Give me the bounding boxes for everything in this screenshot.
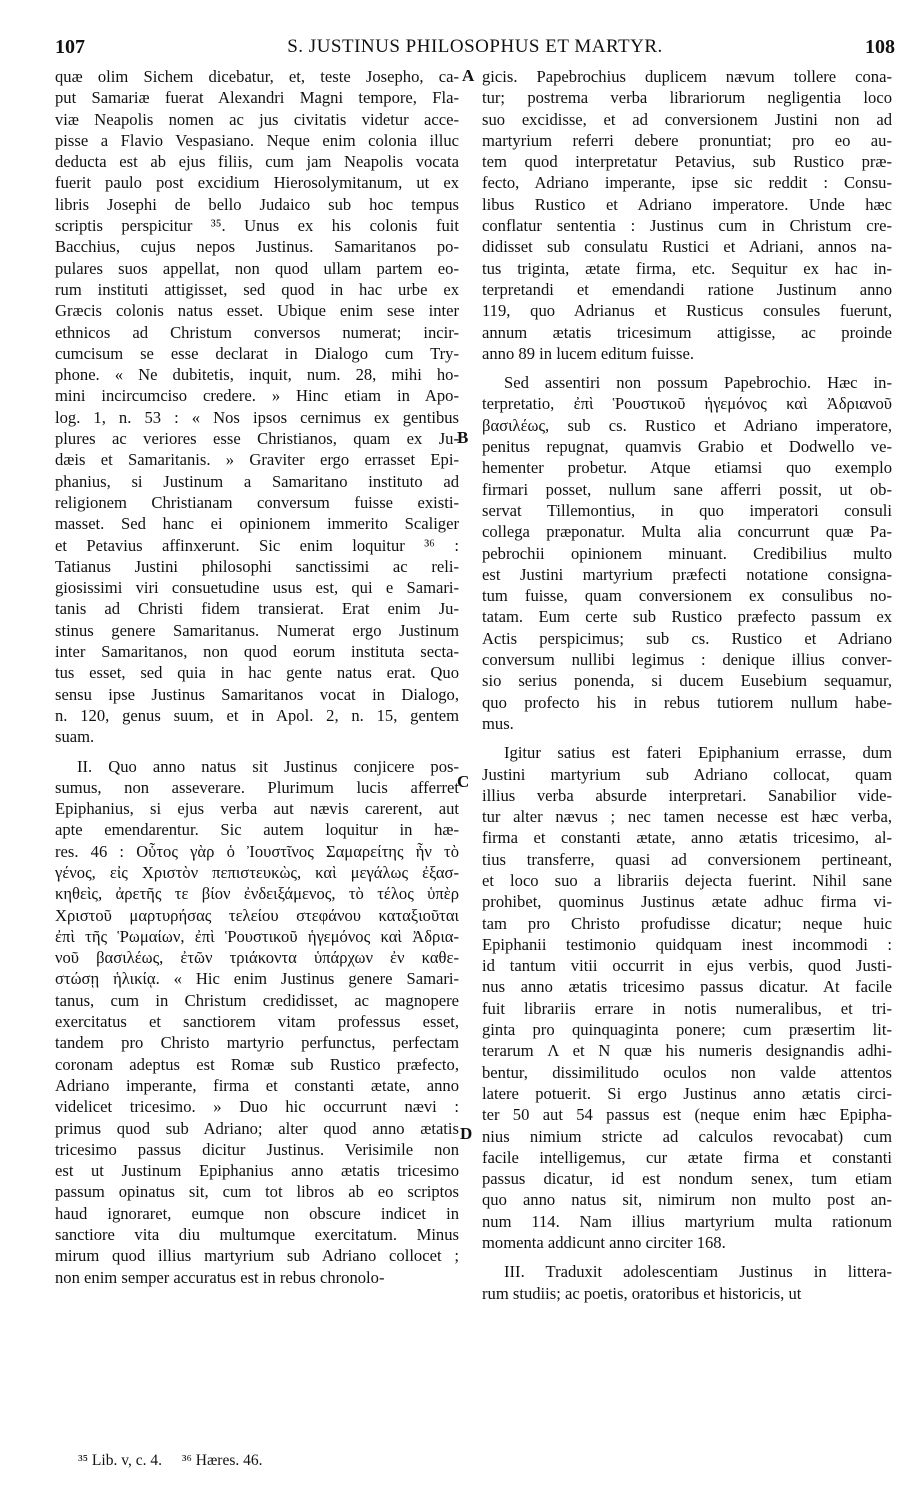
text-line: num 114. Nam illius martyrium multa rationum	[482, 1211, 892, 1231]
text-line: videlicet tricesimo. » Duo hic occurrunt nævi :	[55, 1097, 459, 1117]
text-line: Bacchius, cujus nepos Justinus. Samaritanos po-	[55, 237, 459, 257]
text-line: scriptis perspicitur ³⁵. Unus ex his colonis fuit	[55, 216, 459, 236]
text-line: libus Rustico et Adriano imperatore. Unde hæc	[482, 194, 892, 214]
text-line: didisset sub consulatu Rustici et Adriani, annos na-	[482, 237, 892, 257]
margin-marker-b: B	[457, 428, 469, 447]
right-column	[482, 66, 892, 1304]
text-line: passus dicatur, id est nondum senex, tum etiam	[482, 1169, 892, 1189]
text-line: stinus genere Samaritanus. Numerat ergo Justinum	[55, 620, 459, 640]
text-line: quo profecto his in rebus tutiorem nullum habe-	[482, 692, 892, 712]
text-line: Igitur satius est fateri Epiphanium errasse, dum	[504, 743, 892, 763]
text-line: Χριστοῦ μαρτυρήσας τελείου στεφάνου καταξιοῦται	[55, 905, 459, 925]
text-line: Sed assentiri non possum Papebrochio. Hæc in-	[504, 373, 892, 393]
text-line: et loco suo a librariis dejecta fuerint. Nihil sane	[482, 870, 892, 890]
text-line: ἐπὶ τῆς Ῥωμαίων, ἐπὶ Ῥουστικοῦ ἡγεμόνος καὶ Ἀδρια-	[55, 926, 459, 946]
text-line: terpretandi et emendandi ratione Justinum anno	[482, 279, 892, 299]
text-line: est ut Justinum Epiphanius anno ætatis tricesimo	[55, 1161, 459, 1181]
text-line: conflatur sententia : Justinus cum in Christum cre-	[482, 216, 892, 236]
text-line: suam.	[55, 727, 95, 747]
text-line: et Petavius affinxerunt. Sic enim loquitur ³⁶ :	[55, 535, 459, 555]
text-line: 119, quo Adrianus et Rusticus consules fuerunt,	[482, 301, 892, 321]
text-line: annum ætatis tricesimum attigisse, ac proinde	[482, 322, 892, 342]
text-line: primus quod sub Adriano; alter quod anno ætatis	[55, 1118, 459, 1138]
text-line: firmari posset, nullum sane afferri possit, ut ob-	[482, 479, 892, 499]
text-line: illius verba absurde interpretari. Sanabilior vide-	[482, 785, 892, 805]
text-line: momenta addicunt anno circiter 168.	[482, 1233, 726, 1253]
text-line: fuerit paulo post excidium Hierosolymitanum, ut ex	[55, 173, 459, 193]
text-line: n. 120, genus suum, et in Apol. 2, n. 15, gentem	[55, 705, 459, 725]
text-line: mirum quod illius martyrium sub Adriano collocet ;	[55, 1246, 459, 1266]
text-line: non enim semper accuratus est in rebus chronolo-	[55, 1267, 385, 1287]
text-line: penitus repugnat, quamvis Grabio et Dodwello ve-	[482, 437, 892, 457]
text-line: κηθεὶς, ἀρετῆς τε βίον ἐνδειξάμενος, τὸ τέλος ὑπὲρ	[55, 884, 459, 904]
text-line: Epiphanius, si ejus verba aut nævis carerent, aut	[55, 799, 459, 819]
text-line: mini incircumciso credere. » Hinc etiam in Apo-	[55, 386, 459, 406]
text-line: tus triginta, ætate firma, etc. Sequitur ex hac in-	[482, 258, 892, 278]
text-line: id tantum vitii occurrit in ejus verbis, quod Justi-	[482, 956, 892, 976]
text-line: hementer probetur. Atque etiamsi quo exemplo	[482, 458, 892, 478]
text-line: Justini martyrium sub Adriano collocat, quam	[482, 764, 892, 784]
text-line: II. Quo anno natus sit Justinus conjicere pos-	[77, 756, 459, 776]
text-line: tius transferre, quasi ad conversionem pertineant,	[482, 849, 892, 869]
text-line: terarum Λ et Ν quæ his numeris designandis adhi-	[482, 1041, 892, 1061]
text-line: νοῦ βασιλέως, ἐτῶν τριάκοντα ὑπάρχων ἐν καθε-	[55, 948, 459, 968]
margin-marker-c: C	[457, 772, 470, 791]
text-line: rum studiis; ac poetis, oratoribus et historicis, ut	[482, 1283, 802, 1303]
text-line: Tatianus Justini philosophi sanctissimi ac reli-	[55, 556, 459, 576]
footnotes	[78, 1452, 278, 1470]
text-line: log. 1, n. 53 : « Nos ipsos cernimus ex gentibus	[55, 407, 459, 427]
text-line: passum opinatus sit, cum tot libros ab eo scriptos	[55, 1182, 459, 1202]
text-line: res. 46 : Οὗτος γὰρ ὁ Ἰουστῖνος Σαμαρείτης ἦν τὸ	[55, 841, 459, 861]
page-header	[55, 36, 895, 62]
text-line: γένος, εἰς Χριστὸν πεπιστευκὼς, καὶ μεγάλως ἐξασ-	[55, 862, 459, 882]
text-line: βασιλέως, sub cs. Rustico et Adriano imperatore,	[482, 415, 892, 435]
text-line: Epiphanii testimonio quidquam inest incommodi :	[482, 934, 892, 954]
text-line: martyrium referri debere pronuntiat; pro eo au-	[482, 130, 892, 150]
footnote: ³⁵ Lib. v, c. 4.	[78, 1452, 162, 1469]
text-line: tur; postrema verba librariorum negligentia loco	[482, 88, 892, 108]
text-line: phanius, si Justinum a Samaritano instituto ad	[55, 471, 459, 491]
text-line: tanus, cum in Christum credidisset, ac magnopere	[55, 990, 459, 1010]
text-line: conversum nullibi legimus : denique illius conver-	[482, 650, 892, 670]
text-line: fuit librariis errare in notis numeralibus, et tri-	[482, 998, 892, 1018]
text-line: pisse a Flavio Vespasiano. Neque enim colonia illuc	[55, 130, 459, 150]
text-line: latere potuerit. Si ergo Justinus anno ætatis circi-	[482, 1083, 892, 1103]
text-line: suo excidisse, et ad conversionem Justini non ad	[482, 109, 892, 129]
text-line: cumcisum se esse declarat in Dialogo cum Try-	[55, 343, 459, 363]
text-line: put Samariæ fuerat Alexandri Magni tempore, Fla-	[55, 88, 459, 108]
text-line: tandem pro Christo martyrio perfunctus, perfectam	[55, 1033, 459, 1053]
text-line: fecto, Adriano imperante, ipse sic reddit : Consu-	[482, 173, 892, 193]
text-line: deducta est ab ejus filiis, cum jam Neapolis vocata	[55, 152, 459, 172]
text-line: tatam. Eum certe sub Rustico præfecto passum ex	[482, 607, 892, 627]
text-line: giosissimi viri consuetudine usus est, qui e Samari-	[55, 578, 459, 598]
page-number-left: 107	[55, 36, 85, 58]
text-line: exercitatus et sanctiorem vitam professus esset,	[55, 1012, 459, 1032]
text-line: III. Traduxit adolescentiam Justinus in littera-	[504, 1262, 892, 1282]
text-line: masset. Sed hanc ei opinionem immerito Scaliger	[55, 514, 459, 534]
text-line: est Justini martyrium præfecti notatione consigna-	[482, 564, 892, 584]
text-line: sensu ipse Justinus Samaritanos vocat in Dialogo,	[55, 684, 459, 704]
text-line: viæ Neapolis nomen ac jus civitatis videtur acce-	[55, 109, 459, 129]
text-line: ethnicos ad Christum conversos numerat; incir-	[55, 322, 459, 342]
text-line: nius nimium stricte ad calculos revocabat) cum	[482, 1126, 892, 1146]
margin-marker-a: A	[462, 66, 475, 85]
text-line: anno 89 in lucem editum fuisse.	[482, 343, 694, 363]
text-line: collega præponatur. Multa alia concurrunt quæ Pa-	[482, 522, 892, 542]
text-line: sio serius ponenda, si ducem Eusebium sequamur,	[482, 671, 892, 691]
margin-marker-d: D	[460, 1124, 473, 1143]
running-title: S. JUSTINUS PHILOSOPHUS ET MARTYR.	[287, 36, 663, 57]
text-line: dæis et Samaritanis. » Graviter ergo errasset Epi-	[55, 450, 459, 470]
text-line: libris Josephi de bello Judaico sub hoc tempus	[55, 194, 459, 214]
text-line: plures ac veriores esse Christianos, quam ex Ju-	[55, 429, 459, 449]
text-line: pulares suos appellat, non quod ullam partem eo-	[55, 258, 459, 278]
text-line: gicis. Papebrochius duplicem nævum tollere cona-	[482, 67, 892, 86]
page-number-right: 108	[865, 36, 895, 58]
text-line: ter 50 aut 54 passus est (neque enim hæc Epipha-	[482, 1105, 892, 1125]
text-line: quæ olim Sichem dicebatur, et, teste Josepho, ca-	[55, 67, 459, 86]
text-line: quo anno natus sit, nimirum non multo post an-	[482, 1190, 892, 1210]
text-line: tem quod interpretatur Petavius, sub Rustico præ-	[482, 152, 892, 172]
text-line: sumus, non asseverare. Plurimum lucis afferret	[55, 777, 459, 797]
text-line: sanctiore vita diu multumque exercitatum. Minus	[55, 1225, 459, 1245]
footnote: ³⁶ Hæres. 46.	[181, 1452, 263, 1469]
text-line: ginta pro quinquaginta ponere; cum præsertim lit-	[482, 1020, 892, 1040]
text-line: mus.	[482, 713, 514, 733]
text-line: tur alter nævus ; nec tamen necesse est hæc verba,	[482, 807, 892, 827]
text-line: rum instituti attigisset, sed quod in hac urbe ex	[55, 279, 459, 299]
text-line: Adriano imperante, firma et constanti ætate, anno	[55, 1075, 459, 1095]
text-line: tanis ad Christi fidem transierat. Erat enim Ju-	[55, 599, 459, 619]
text-line: terpretatio, ἐπὶ Ῥουστικοῦ ἡγεμόνος καὶ Ἀδριανοῦ	[482, 394, 892, 414]
text-line: Græcis colonis natus esset. Ubique enim sese inter	[55, 301, 459, 321]
text-line: tam pro Christo profudisse dicatur; neque huic	[482, 913, 892, 933]
text-line: Actis perspicimus; sub cs. Rustico et Adriano	[482, 628, 892, 648]
left-column	[55, 66, 459, 1288]
text-line: prohibet, quominus Justinus ætate adhuc firma vi-	[482, 892, 892, 912]
text-line: tricesimo passus dicitur Justinus. Verisimile non	[55, 1139, 459, 1159]
text-line: tus esset, sed quia in hac gente natus erat. Quo	[55, 663, 459, 683]
text-line: nus anno ætatis tricesimo passus dicatur. At facile	[482, 977, 892, 997]
text-line: στώσῃ ἡλικίᾳ. « Hic enim Justinus genere Samari-	[55, 969, 459, 989]
text-line: inter Samaritanos, non quod eorum instituta secta-	[55, 642, 459, 662]
text-line: servat Tillemontius, in quo imperatori consuli	[482, 500, 892, 520]
text-line: coronam adeptus est Romæ sub Rustico præfecto,	[55, 1054, 459, 1074]
text-line: tum fuisse, quam conversionem ex consulibus no-	[482, 586, 892, 606]
text-line: firma et constanti ætate, anno ætatis tricesimo, al-	[482, 828, 892, 848]
text-line: religionem Christianam conversum fuisse existi-	[55, 492, 459, 512]
text-line: pebrochii opinionem minuant. Credibilius multo	[482, 543, 892, 563]
text-line: phone. « Ne dubitetis, inquit, num. 28, mihi ho-	[55, 365, 459, 385]
text-line: facile intelligemus, cur ætate firma et constanti	[482, 1147, 892, 1167]
text-line: bentur, dissimilitudo oculos non valde attentos	[482, 1062, 892, 1082]
text-line: apte emendarentur. Sic autem loquitur in hæ-	[55, 820, 459, 840]
text-line: haud ignoraret, eumque non obscure indicet in	[55, 1203, 459, 1223]
